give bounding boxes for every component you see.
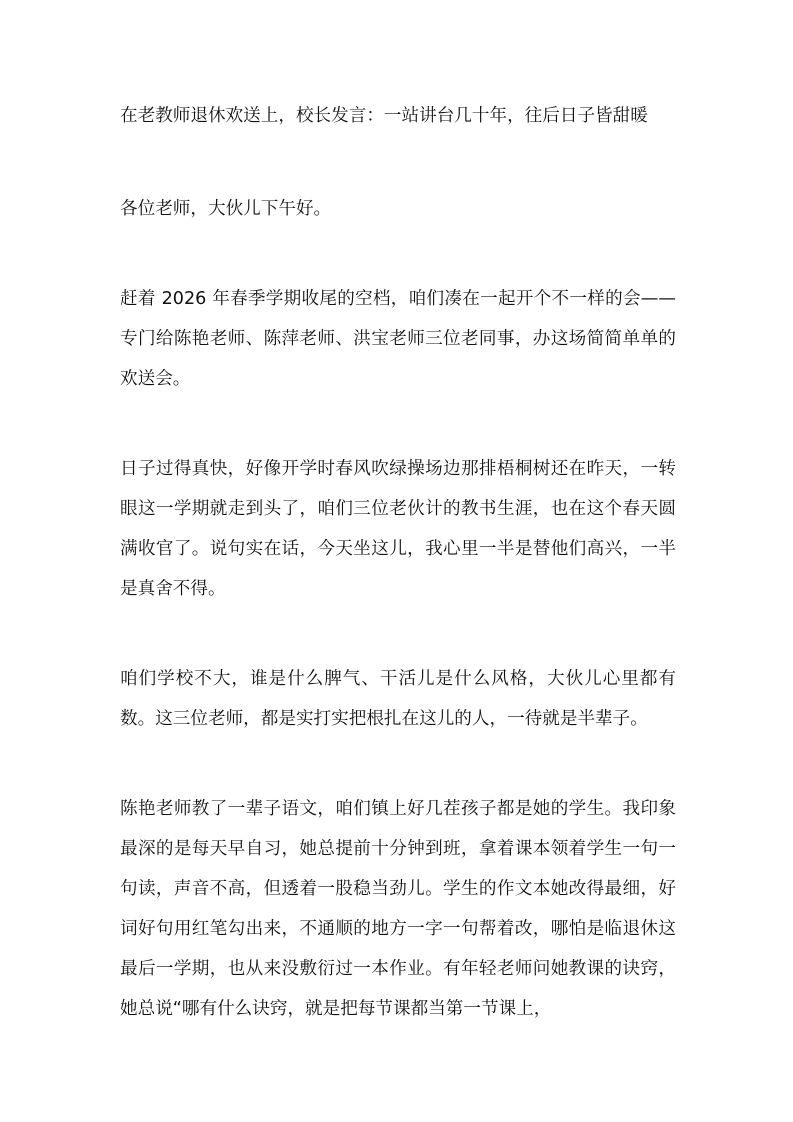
paragraph-occasion: 赶着 2026 年春季学期收尾的空档，咱们凑在一起开个不一样的会——专门给陈艳老师、陈萍老师、洪宝老师三位老同事，办这场简简单单的欢送会。 xyxy=(120,289,676,389)
paragraph-greeting: 各位老师，大伙儿下午好。 xyxy=(120,199,332,219)
paragraph-school: 咱们学校不大，谁是什么脾气、干活儿是什么风格，大伙儿心里都有数。这三位老师，都是实打实把根扎在这儿的人，一待就是半辈子。 xyxy=(120,669,676,729)
paragraph-reflection: 日子过得真快，好像开学时春风吹绿操场边那排梧桐树还在昨天，一转眼这一学期就走到头了，咱们三位老伙计的教书生涯，也在这个春天圆满收官了。说句实在话，今天坐这儿，我心里一半是替他们高兴，一半是真舍不得。 xyxy=(120,459,676,599)
paragraph-chen-yan: 陈艳老师教了一辈子语文，咱们镇上好几茬孩子都是她的学生。我印象最深的是每天早自习，她总提前十分钟到班，拿着课本领着学生一句一句读，声音不高，但透着一股稳当劲儿。学生的作文本她改得最细，好词好句用红笔勾出来，不通顺的地方一字一句帮着改，哪怕是临退休这最后一学期，也从来没敷衍过一本作业。有年轻老师问她教课的诀窍，她总说“哪有什么诀窍，就是把每节课都当第一节课上， xyxy=(120,799,676,1019)
document-title: 在老教师退休欢送上，校长发言：一站讲台几十年，往后日子皆甜暖 xyxy=(120,106,648,126)
document-body xyxy=(120,96,676,1029)
